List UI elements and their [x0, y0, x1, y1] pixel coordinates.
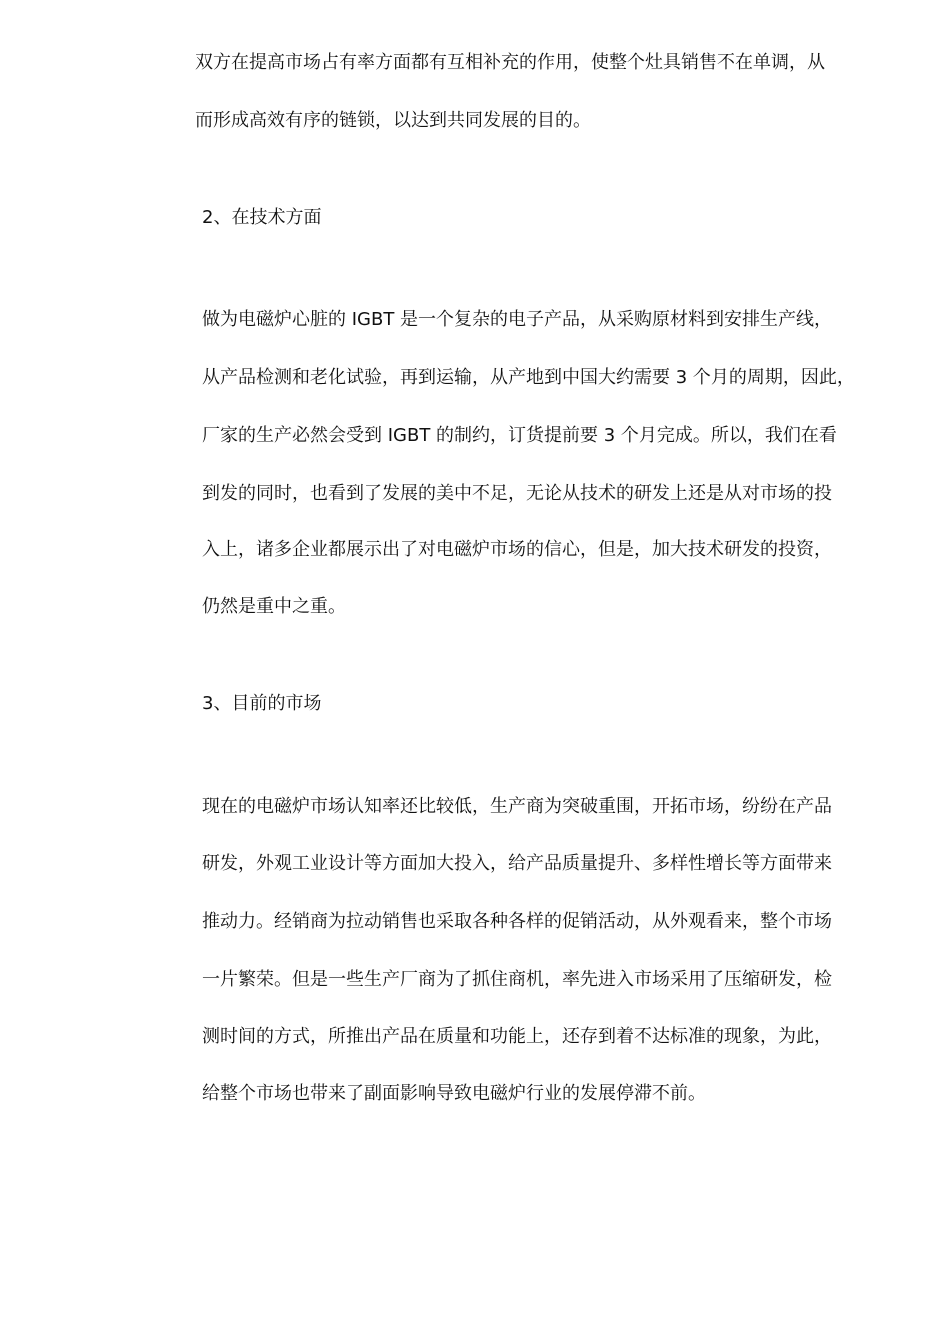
section2-line-3: 厂家的生产必然会受到 IGBT 的制约，订货提前要 3 个月完成。所以，我们在看	[202, 425, 837, 446]
section3-line-2: 研发，外观工业设计等方面加大投入，给产品质量提升、多样性增长等方面带来	[202, 853, 832, 874]
section2-line-6: 仍然是重中之重。	[202, 596, 346, 617]
section2-line-1: 做为电磁炉心脏的 IGBT 是一个复杂的电子产品，从采购原材料到安排生产线，	[202, 309, 833, 330]
section2-line-5: 入上，诸多企业都展示出了对电磁炉市场的信心，但是，加大技术研发的投资，	[202, 539, 832, 560]
section2-line-2: 从产品检测和老化试验，再到运输，从产地到中国大约需要 3 个月的周期，因此，	[202, 367, 855, 388]
section3-heading: 3、目前的市场	[202, 693, 322, 714]
section3-line-6: 给整个市场也带来了副面影响导致电磁炉行业的发展停滞不前。	[202, 1083, 706, 1104]
section3-line-3: 推动力。经销商为拉动销售也采取各种各样的促销活动，从外观看来，整个市场	[202, 911, 832, 932]
section2-heading: 2、在技术方面	[202, 207, 322, 228]
intro-line-1: 双方在提高市场占有率方面都有互相补充的作用，使整个灶具销售不在单调，从	[195, 52, 825, 73]
section3-line-5: 测时间的方式，所推出产品在质量和功能上，还存到着不达标准的现象，为此，	[202, 1026, 832, 1047]
section2-line-4: 到发的同时，也看到了发展的美中不足，无论从技术的研发上还是从对市场的投	[202, 483, 832, 504]
section3-line-4: 一片繁荣。但是一些生产厂商为了抓住商机，率先进入市场采用了压缩研发，检	[202, 969, 832, 990]
intro-line-2: 而形成高效有序的链锁，以达到共同发展的目的。	[195, 110, 591, 131]
section3-line-1: 现在的电磁炉市场认知率还比较低，生产商为突破重围，开拓市场，纷纷在产品	[202, 796, 832, 817]
